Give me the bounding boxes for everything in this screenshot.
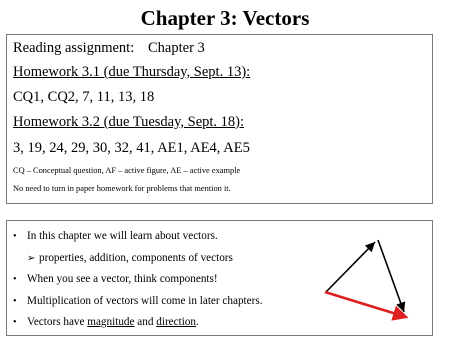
direction-term: direction [156,316,197,328]
bullet-text: When you see a vector, think components! [27,273,218,285]
bullet-text: . [196,316,199,328]
arrow-bullet-icon: ➢ [27,252,36,264]
vector-addition-diagram [300,235,425,325]
assignment-box [6,34,433,204]
reading-label: Reading assignment: [13,40,135,56]
bullet-text: Vectors have [27,316,88,328]
reading-value: Chapter 3 [148,40,205,56]
bullet-text: In this chapter we will learn about vectors. [27,230,218,242]
bullet-icon: • [13,231,17,242]
homework-1-problems: CQ1, CQ2, 7, 11, 13, 18 [13,89,155,105]
list-item [13,226,263,248]
abbreviation-note: CQ – Conceptual question, AF – active figure, AE – active example [13,166,241,175]
magnitude-term: magnitude [87,316,135,328]
bullet-icon: • [13,295,17,307]
bullet-text: Multiplication of vectors will come in later chapters. [27,294,263,307]
bullet-icon: • [13,317,17,328]
list-item [13,291,263,313]
bullet-icon: • [13,274,17,285]
vector-b-arrow [378,240,404,312]
list-item [13,312,263,334]
vector-a-arrow [326,242,375,292]
list-item [13,248,263,270]
resultant-vector-arrow [325,292,406,317]
reading-assignment [13,40,205,57]
bullet-text: properties, addition, components of vectors [39,251,233,264]
bullet-list [13,226,263,334]
paper-homework-note: No need to turn in paper homework for problems that mention it. [13,184,231,193]
list-item [13,269,263,291]
page-title: Chapter 3: Vectors [140,6,310,30]
homework-2-heading: Homework 3.2 (due Tuesday, Sept. 18): [13,114,245,130]
homework-1-heading: Homework 3.1 (due Thursday, Sept. 13): [13,64,251,80]
homework-2-problems: 3, 19, 24, 29, 30, 32, 41, AE1, AE4, AE5 [13,140,250,156]
bullet-text: and [134,316,157,328]
